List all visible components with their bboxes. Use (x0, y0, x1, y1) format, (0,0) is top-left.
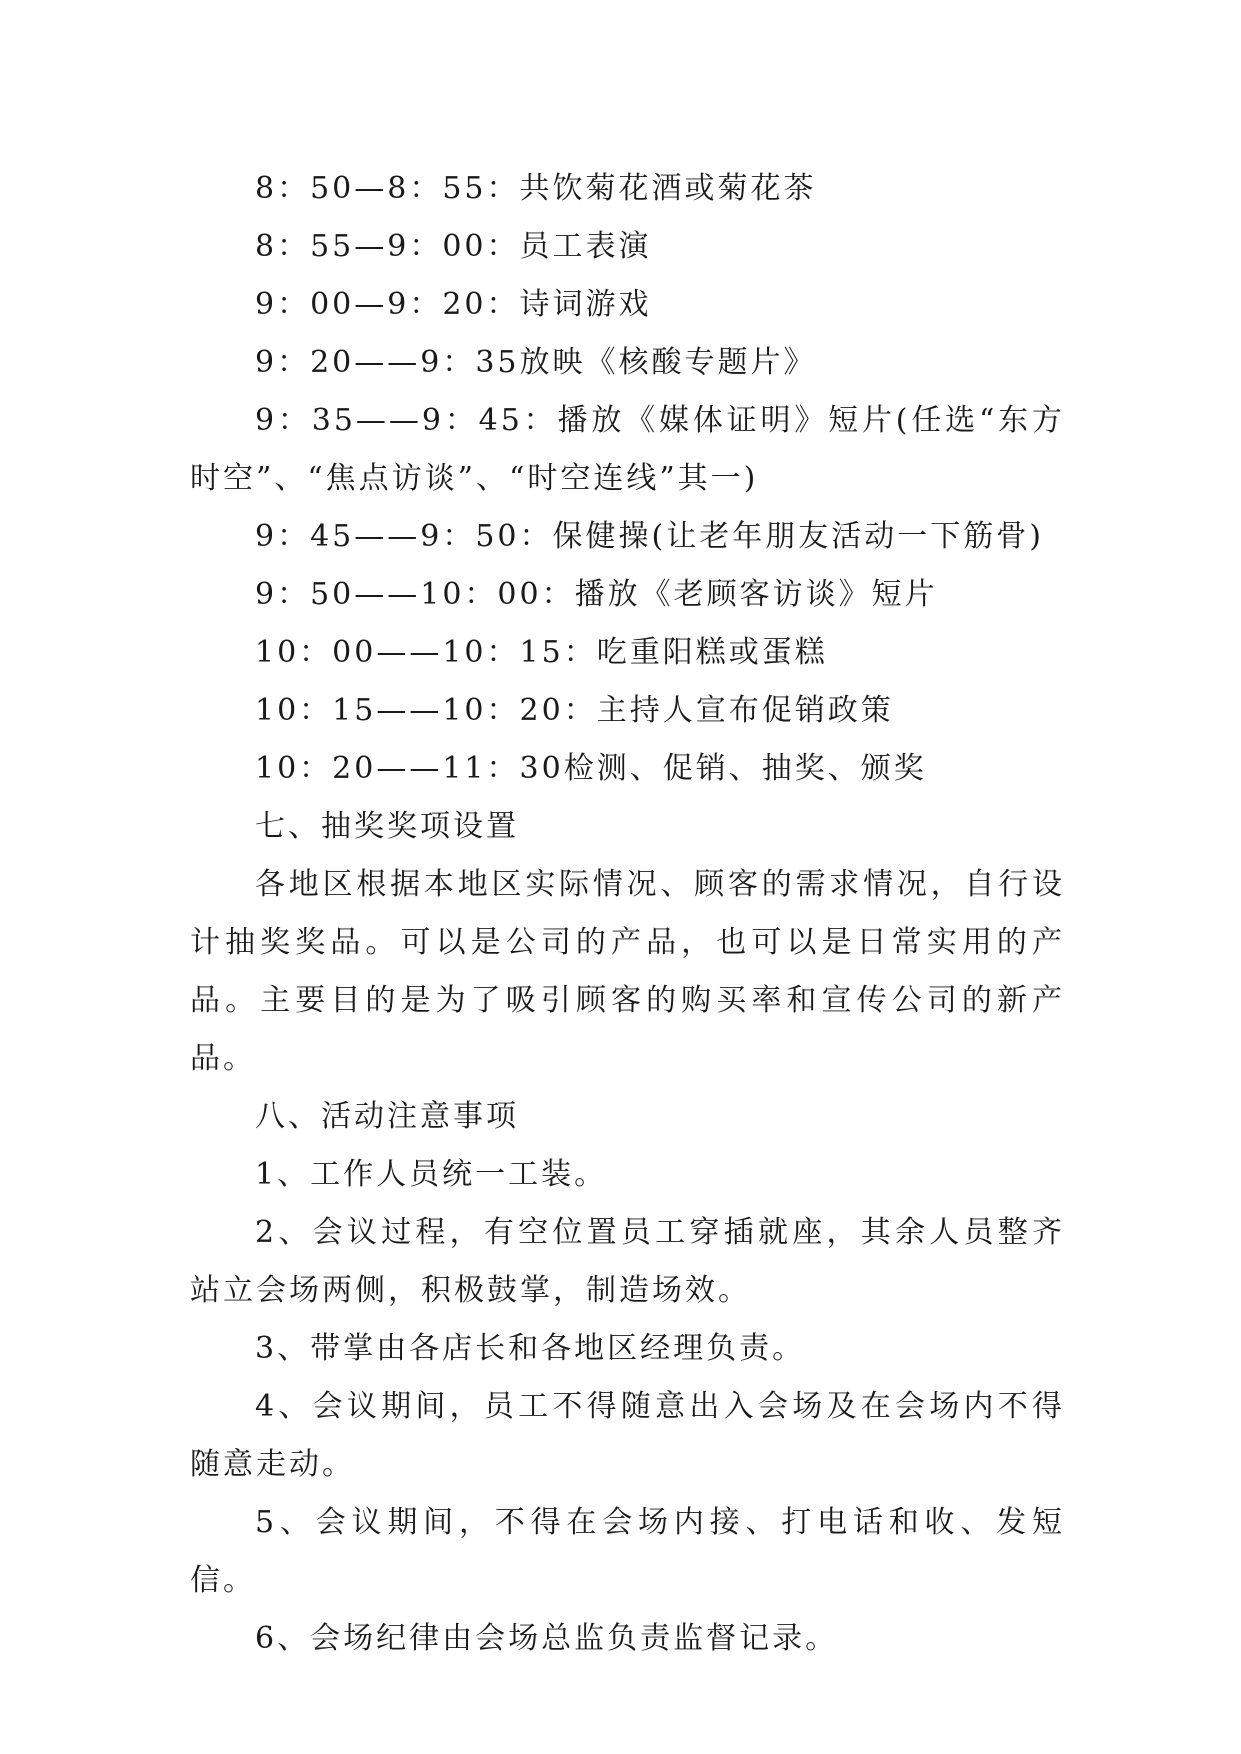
schedule-item: 9：50——10：00：播放《老顾客访谈》短片 (255, 577, 938, 612)
schedule-item: 10：15——10：20：主持人宣布促销政策 (255, 693, 894, 728)
body-paragraph: 各地区根据本地区实际情况、顾客的需求情况，自行设计抽奖奖品。可以是公司的产品，也可以是日常实用的产品。主要目的是为了吸引顾客的购买率和宣传公司的新产品。 (190, 867, 1065, 1076)
list-item: 5、会议期间，不得在会场内接、打电话和收、发短信。 (190, 1505, 1065, 1598)
schedule-item: 10：00——10：15：吃重阳糕或蛋糕 (255, 635, 828, 670)
list-item: 6、会场纪律由会场总监负责监督记录。 (255, 1621, 839, 1656)
schedule-item: 9：00—9：20：诗词游戏 (255, 287, 652, 322)
schedule-item: 9：35——9：45：播放《媒体证明》短片(任选“东方时空”、“焦点访谈”、“时空连线”其一) (190, 403, 1065, 496)
schedule-item: 9：20——9：35放映《核酸专题片》 (255, 345, 817, 380)
document-body (190, 160, 1065, 1668)
list-item: 1、工作人员统一工装。 (255, 1157, 608, 1192)
list-item: 4、会议期间，员工不得随意出入会场及在会场内不得随意走动。 (190, 1389, 1065, 1482)
schedule-item: 8：55—9：00：员工表演 (255, 229, 652, 264)
schedule-item: 10：20——11：30检测、促销、抽奖、颁奖 (255, 751, 927, 786)
schedule-item: 9：45——9：50：保健操(让老年朋友活动一下筋骨) (255, 519, 1044, 554)
list-item: 3、带掌由各店长和各地区经理负责。 (255, 1331, 806, 1366)
section-heading: 七、抽奖奖项设置 (255, 809, 519, 844)
schedule-item: 8：50—8：55：共饮菊花酒或菊花茶 (255, 171, 817, 206)
section-heading: 八、活动注意事项 (255, 1099, 519, 1134)
list-item: 2、会议过程，有空位置员工穿插就座，其余人员整齐站立会场两侧，积极鼓掌，制造场效。 (190, 1215, 1065, 1308)
